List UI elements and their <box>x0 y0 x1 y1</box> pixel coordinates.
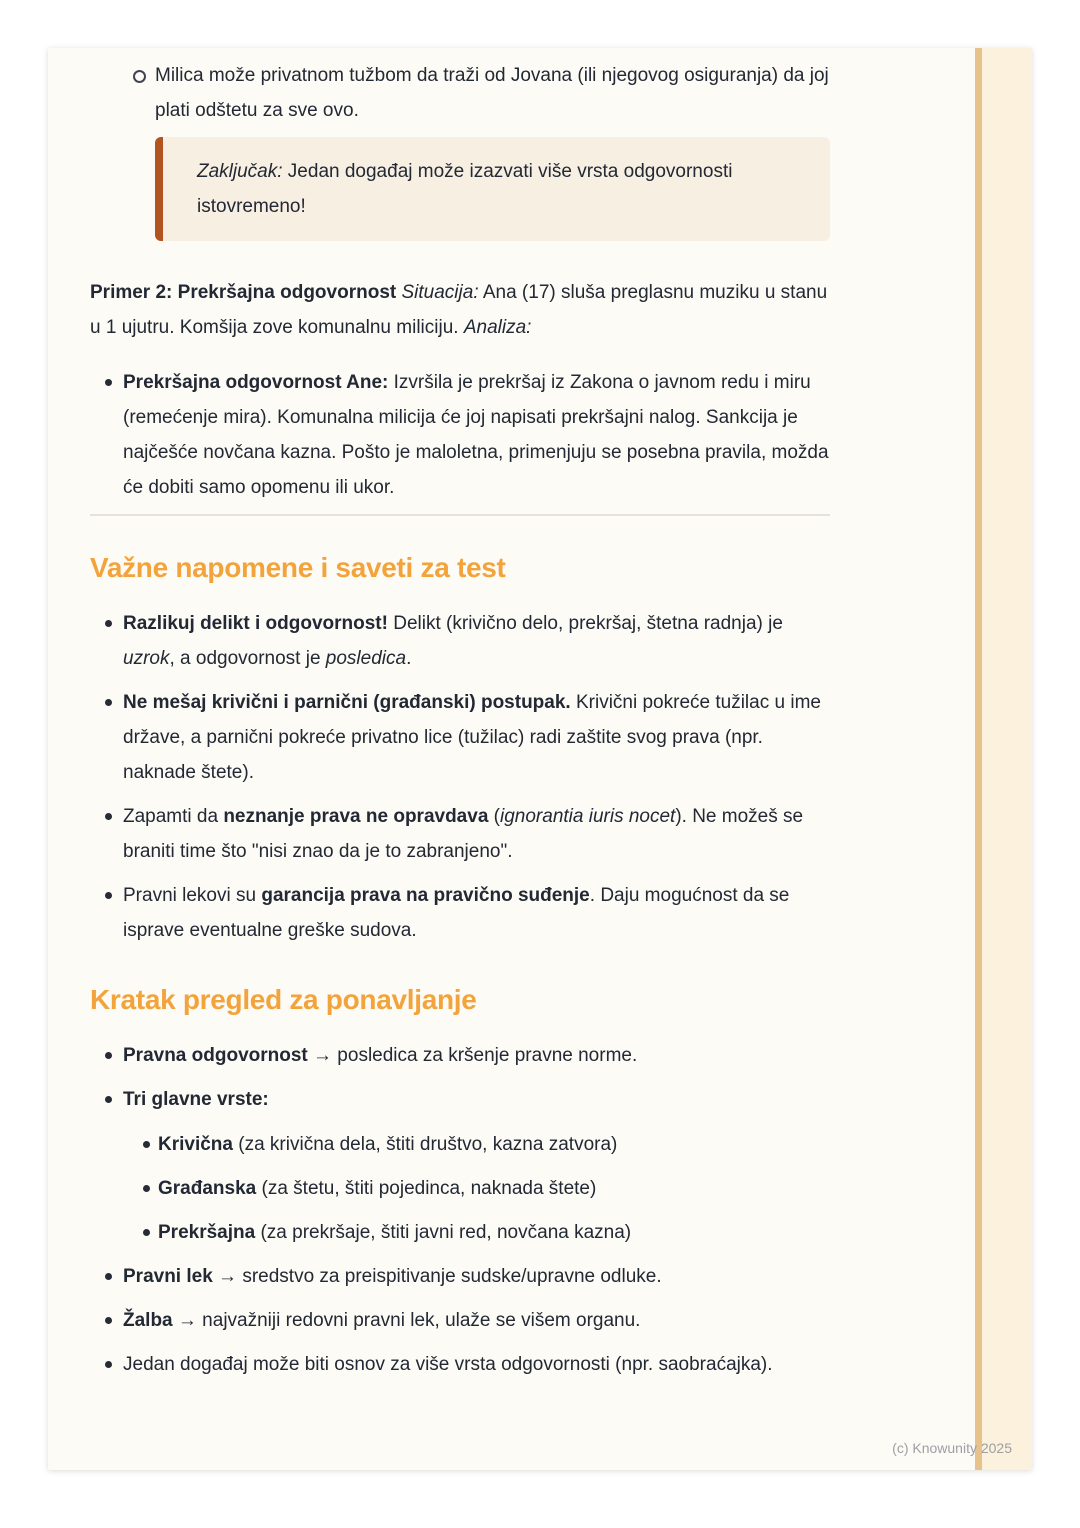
list-item <box>90 685 830 790</box>
text-run: Zaključak: <box>197 161 283 182</box>
list-item <box>90 58 830 128</box>
list-item-text <box>123 372 829 498</box>
list-item-text <box>123 806 803 862</box>
list-item-text <box>158 1222 631 1243</box>
text-run: neznanje prava ne opravdava <box>223 806 489 827</box>
text-run: Analiza: <box>463 317 532 338</box>
text-run: Ne mešaj krivični i parnični (građanski) postupak. <box>123 692 571 713</box>
text-run: Krivična <box>158 1134 233 1155</box>
text-run: Ana (17) sluša preglasnu muziku u stanu u 1 ujutru. Komšija zove komunalnu miliciju. <box>90 282 828 338</box>
text-run: (za krivična dela, štiti društvo, kazna zatvora) <box>232 1134 618 1155</box>
text-run: , a odgovornost je <box>169 648 326 669</box>
list-item-text <box>123 1266 662 1287</box>
text-run: Primer 2: Prekršajna odgovornost <box>90 282 397 303</box>
text-run: Krivični pokreće tužilac u ime države, a parnični pokreće privatno lice (tužilac) radi zaštite svog prava (npr. naknade štete). <box>123 692 821 783</box>
text-run: Jedan događaj može biti osnov za više vrsta odgovornosti (npr. saobraćajka). <box>123 1354 773 1375</box>
text-run: Milica može privatnom tužbom da traži od Jovana (ili njegovog osiguranja) da joj plati odštetu za sve ovo. <box>155 65 829 121</box>
list-item-text <box>123 1089 269 1110</box>
text-run: → posledica za kršenje pravne norme. <box>307 1045 638 1066</box>
text-run: Jedan događaj može izazvati više vrsta odgovornosti istovremeno! <box>197 161 733 217</box>
page-edge-stripe <box>982 48 1032 1470</box>
text-run: Situacija: <box>401 282 479 303</box>
text-run: Razlikuj delikt i odgovornost! <box>123 613 388 634</box>
document-content <box>90 48 830 1391</box>
page-edge-stripe-line <box>975 48 982 1470</box>
list-item <box>90 365 830 505</box>
text-run: Pravni lek <box>123 1266 213 1287</box>
text-run: (za prekršaje, štiti javni red, novčana kazna) <box>255 1222 632 1243</box>
list-item-text <box>123 1310 640 1331</box>
notes-section-title: Važne napomene i saveti za test <box>90 552 506 583</box>
list-item-text <box>123 613 783 669</box>
list-item <box>90 1347 830 1382</box>
list-item <box>90 799 830 869</box>
summary-section-title: Kratak pregled za ponavljanje <box>90 984 477 1015</box>
list-item <box>90 1259 830 1294</box>
text-run: garancija prava na pravično suđenje <box>261 885 590 906</box>
text-run: uzrok <box>123 648 170 669</box>
text-run: Žalba <box>123 1310 173 1331</box>
text-run: ). Ne možeš se braniti time što "nisi znao da je to zabranjeno". <box>123 806 804 862</box>
text-run: Pravni lekovi su <box>123 885 262 906</box>
document-page <box>48 48 1032 1470</box>
list-item <box>90 1303 830 1338</box>
list-item-text <box>123 692 821 783</box>
list-item <box>143 1127 830 1162</box>
list-item <box>90 1082 830 1250</box>
text-run: . Daju mogućnost da se isprave eventualne greške sudova. <box>123 885 790 941</box>
list-item-text <box>123 1354 773 1375</box>
text-run: → sredstvo za preispitivanje sudske/upravne odluke. <box>212 1266 662 1287</box>
text-run: Građanska <box>158 1178 257 1199</box>
list-item <box>90 606 830 676</box>
text-run: . <box>406 648 412 669</box>
conclusion-callout <box>155 137 830 241</box>
text-run: (za štetu, štiti pojedinca, naknada štete) <box>256 1178 597 1199</box>
list-item-text <box>123 885 789 941</box>
text-run: Zapamti da <box>123 806 224 827</box>
text-run: Pravna odgovornost <box>123 1045 308 1066</box>
text-run: Delikt (krivično delo, prekršaj, štetna radnja) je <box>387 613 783 634</box>
list-item <box>90 1038 830 1073</box>
copyright-footer: (c) Knowunity 2025 <box>892 1440 1012 1456</box>
example2-list <box>90 365 830 505</box>
list-item <box>143 1215 830 1250</box>
sub-list <box>123 1127 830 1250</box>
section-divider <box>90 514 830 516</box>
example2-paragraph <box>90 275 830 345</box>
text-run: ( <box>488 806 500 827</box>
text-run: Tri glavne vrste: <box>123 1089 269 1110</box>
text-run: Prekršajna odgovornost Ane: <box>123 372 389 393</box>
conclusion-text <box>197 154 800 224</box>
text-run: ignorantia iuris nocet <box>500 806 676 827</box>
text-run: posledica <box>325 648 407 669</box>
list-item-text <box>123 1045 637 1066</box>
list-item <box>90 878 830 948</box>
list-item-text <box>158 1178 596 1199</box>
summary-list <box>90 1038 830 1382</box>
list-item-text <box>158 1134 617 1155</box>
notes-list <box>90 606 830 948</box>
list-item-text <box>155 65 829 121</box>
list-item <box>143 1171 830 1206</box>
text-run: → najvažniji redovni pravni lek, ulaže se višem organu. <box>172 1310 641 1331</box>
intro-sublist <box>90 58 830 128</box>
text-run: Prekršajna <box>158 1222 256 1243</box>
text-run: Izvršila je prekršaj iz Zakona o javnom redu i miru (remećenje mira). Komunalna milicija će joj napisati prekršajni nalog. Sankcija je najčešće novčana kazna. Pošto je maloletna, primenjuju se posebna pravila, možda će dobiti samo opomenu ili ukor. <box>123 372 829 498</box>
